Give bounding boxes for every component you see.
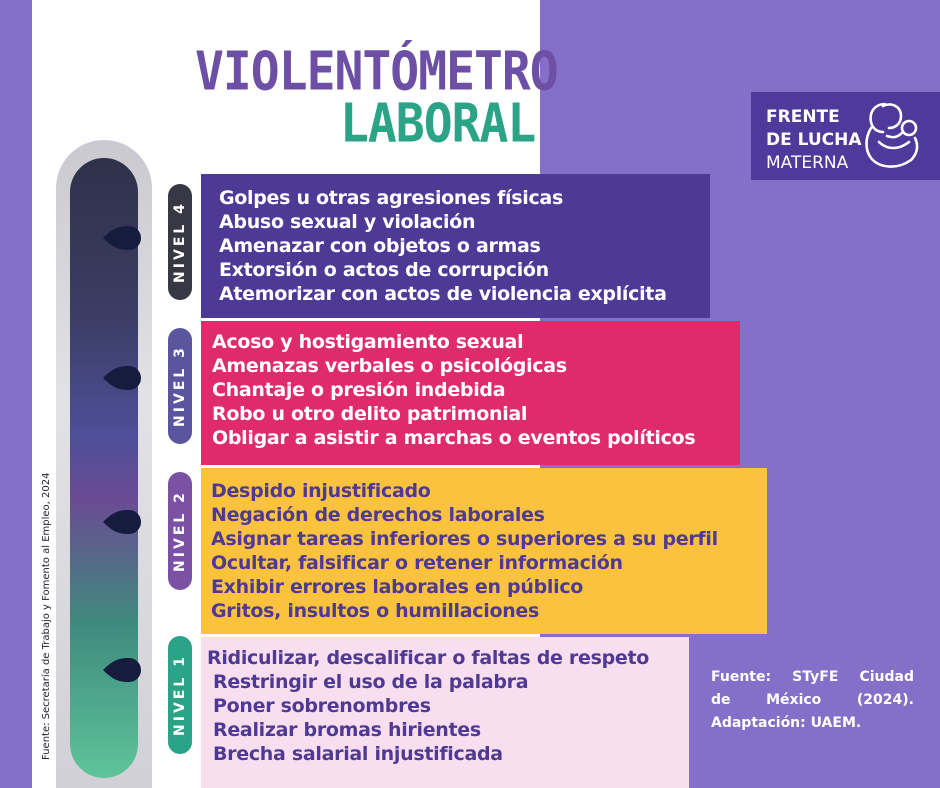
level-3-item: Obligar a asistir a marchas o eventos políticos — [212, 427, 696, 449]
frente-de-lucha-materna-logo — [751, 92, 940, 180]
level-2-item: Negación de derechos laborales — [211, 504, 545, 526]
level-2-item: Exhibir errores laborales en público — [211, 576, 584, 598]
level-3-item: Chantaje o presión indebida — [212, 379, 506, 401]
level-2-tab — [168, 472, 192, 590]
level-1-tab-label: NIVEL 1 — [172, 654, 188, 736]
source-line-3: Adaptación: UAEM. — [711, 715, 862, 731]
level-1-item: Brecha salarial injustificada — [213, 743, 503, 765]
mother-child-icon — [857, 98, 927, 174]
logo-line-3: MATERNA — [766, 153, 849, 173]
level-4-item: Extorsión o actos de corrupción — [219, 259, 549, 281]
level-3-item: Robo u otro delito patrimonial — [212, 403, 528, 425]
logo-line-1: FRENTE — [766, 107, 840, 127]
level-4-item: Golpes u otras agresiones físicas — [219, 187, 563, 209]
title-line-2: LABORAL — [340, 92, 536, 155]
level-2-item: Gritos, insultos o humillaciones — [211, 600, 540, 622]
level-1-marker-icon — [103, 656, 143, 684]
level-4-tab-label: NIVEL 4 — [172, 201, 188, 283]
level-3-tab-label: NIVEL 3 — [172, 345, 188, 427]
vertical-source-note: Fuente: Secretaría de Trabajo y Fomento al Empleo, 2024 — [41, 472, 52, 760]
level-3-item: Amenazas verbales o psicológicas — [212, 355, 567, 377]
source-note — [711, 666, 914, 735]
level-4-marker-icon — [103, 224, 143, 252]
level-3-item: Acoso y hostigamiento sexual — [212, 331, 524, 353]
level-3-box — [201, 321, 740, 465]
level-4-tab — [168, 184, 192, 300]
left-purple-strip — [0, 0, 32, 788]
level-3-marker-icon — [103, 364, 143, 392]
level-1-item: Poner sobrenombres — [213, 695, 431, 717]
logo-line-2: DE LUCHA — [766, 130, 862, 150]
level-1-item: Ridiculizar, descalificar o faltas de respeto — [207, 647, 649, 669]
level-1-item: Restringir el uso de la palabra — [213, 671, 529, 693]
level-1-tab — [168, 636, 192, 754]
level-2-item: Despido injustificado — [211, 480, 431, 502]
level-2-item: Asignar tareas inferiores o superiores a su perfil — [211, 528, 718, 550]
source-line-2: de México (2024). — [711, 692, 914, 708]
title-line-1: VIOLENTÓMETRO — [195, 40, 558, 103]
level-4-item: Abuso sexual y violación — [219, 211, 476, 233]
level-1-item: Realizar bromas hirientes — [213, 719, 481, 741]
level-4-item: Atemorizar con actos de violencia explícita — [219, 283, 667, 305]
level-2-box — [201, 468, 767, 634]
level-2-marker-icon — [103, 508, 143, 536]
source-line-1: Fuente: STyFE Ciudad — [711, 669, 914, 685]
level-4-item: Amenazar con objetos o armas — [219, 235, 541, 257]
level-1-box — [201, 637, 689, 788]
level-3-tab — [168, 328, 192, 444]
level-2-tab-label: NIVEL 2 — [172, 490, 188, 572]
level-4-box — [201, 174, 710, 318]
level-2-item: Ocultar, falsificar o retener información — [211, 552, 623, 574]
